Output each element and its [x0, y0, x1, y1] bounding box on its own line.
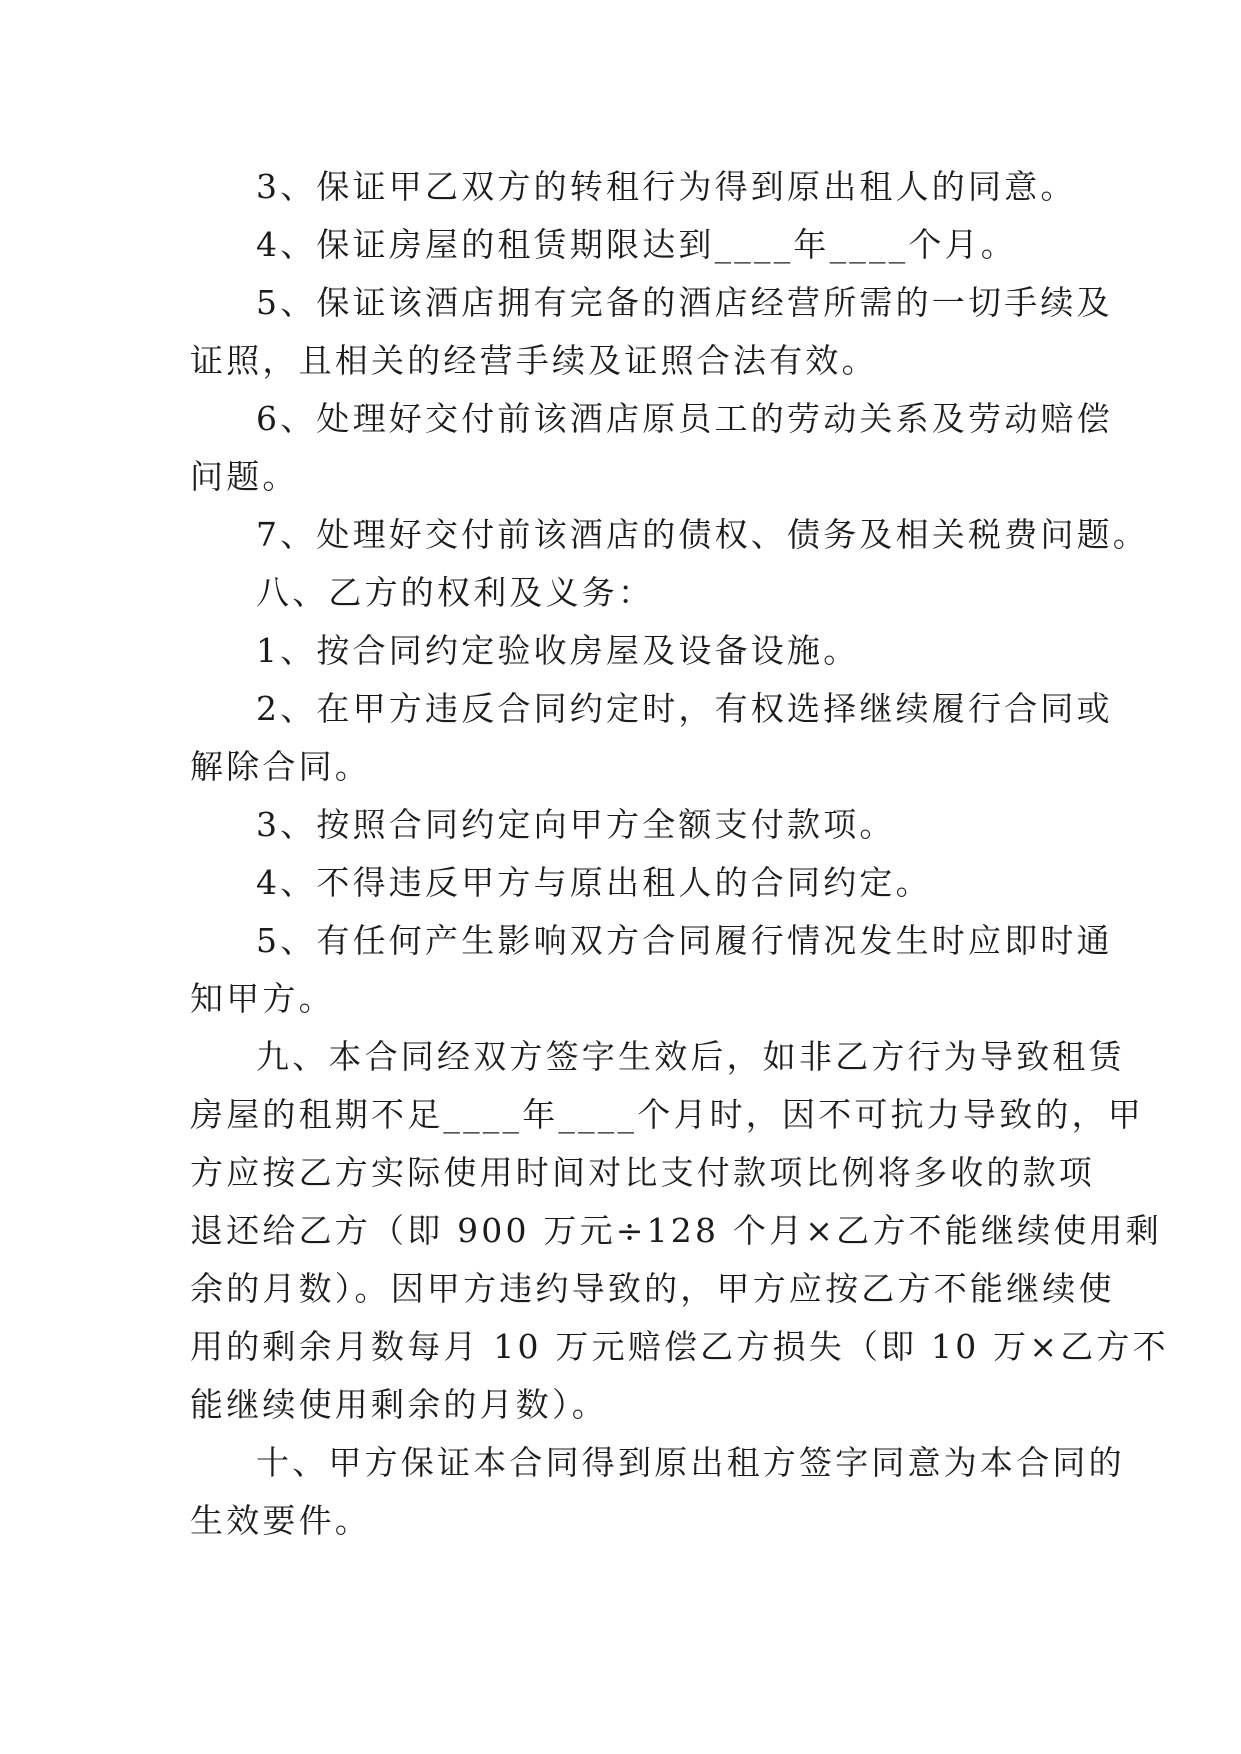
text-line: 证照，且相关的经营手续及证照合法有效。	[190, 341, 878, 380]
text-line: 5、有任何产生影响双方合同履行情况发生时应即时通	[256, 921, 1113, 960]
text-line: 十、甲方保证本合同得到原出租方签字同意为本合同的	[256, 1443, 1125, 1482]
text-line: 九、本合同经双方签字生效后，如非乙方行为导致租赁	[256, 1037, 1125, 1076]
text-line: 3、按照合同约定向甲方全额支付款项。	[256, 805, 896, 844]
text-line: 6、处理好交付前该酒店原员工的劳动关系及劳动赔偿	[256, 399, 1113, 438]
document-body	[190, 158, 1169, 1550]
text-line: 1、按合同约定验收房屋及设备设施。	[256, 631, 860, 670]
text-line: 房屋的租期不足____年____个月时，因不可抗力导致的，甲	[190, 1095, 1144, 1134]
section-paragraph	[190, 1028, 1169, 1434]
text-line: 生效要件。	[190, 1501, 371, 1540]
paragraph	[190, 912, 1113, 1028]
text-line: 方应按乙方实际使用时间对比支付款项比例将多收的款项	[190, 1153, 1095, 1192]
paragraph	[190, 216, 1070, 274]
section-heading	[190, 564, 1070, 622]
text-line: 4、不得违反甲方与原出租人的合同约定。	[256, 863, 932, 902]
text-line: 问题。	[190, 457, 299, 496]
paragraph	[190, 158, 1077, 216]
text-line: 余的月数）。因甲方违约导致的，甲方应按乙方不能继续使	[190, 1269, 1115, 1308]
paragraph	[190, 390, 1113, 506]
text-line: 3、保证甲乙双方的转租行为得到原出租人的同意。	[256, 167, 1077, 206]
paragraph	[190, 506, 1149, 564]
paragraph	[190, 274, 1113, 390]
paragraph	[190, 796, 1070, 854]
paragraph	[190, 622, 1070, 680]
section-paragraph	[190, 1434, 1125, 1550]
text-line: 2、在甲方违反合同约定时，有权选择继续履行合同或	[256, 689, 1113, 728]
text-line: 4、保证房屋的租赁期限达到____年____个月。	[256, 225, 1017, 264]
text-line: 解除合同。	[190, 747, 371, 786]
text-line: 5、保证该酒店拥有完备的酒店经营所需的一切手续及	[256, 283, 1113, 322]
text-line: 退还给乙方（即 900 万元÷128 个月×乙方不能继续使用剩	[190, 1211, 1162, 1250]
text-line: 八、乙方的权利及义务：	[256, 573, 655, 612]
text-line: 知甲方。	[190, 979, 335, 1018]
paragraph	[190, 680, 1113, 796]
text-line: 用的剩余月数每月 10 万元赔偿乙方损失（即 10 万×乙方不	[190, 1327, 1169, 1366]
text-line: 能继续使用剩余的月数）。	[190, 1385, 608, 1424]
paragraph	[190, 854, 1070, 912]
text-line: 7、处理好交付前该酒店的债权、债务及相关税费问题。	[256, 515, 1149, 554]
